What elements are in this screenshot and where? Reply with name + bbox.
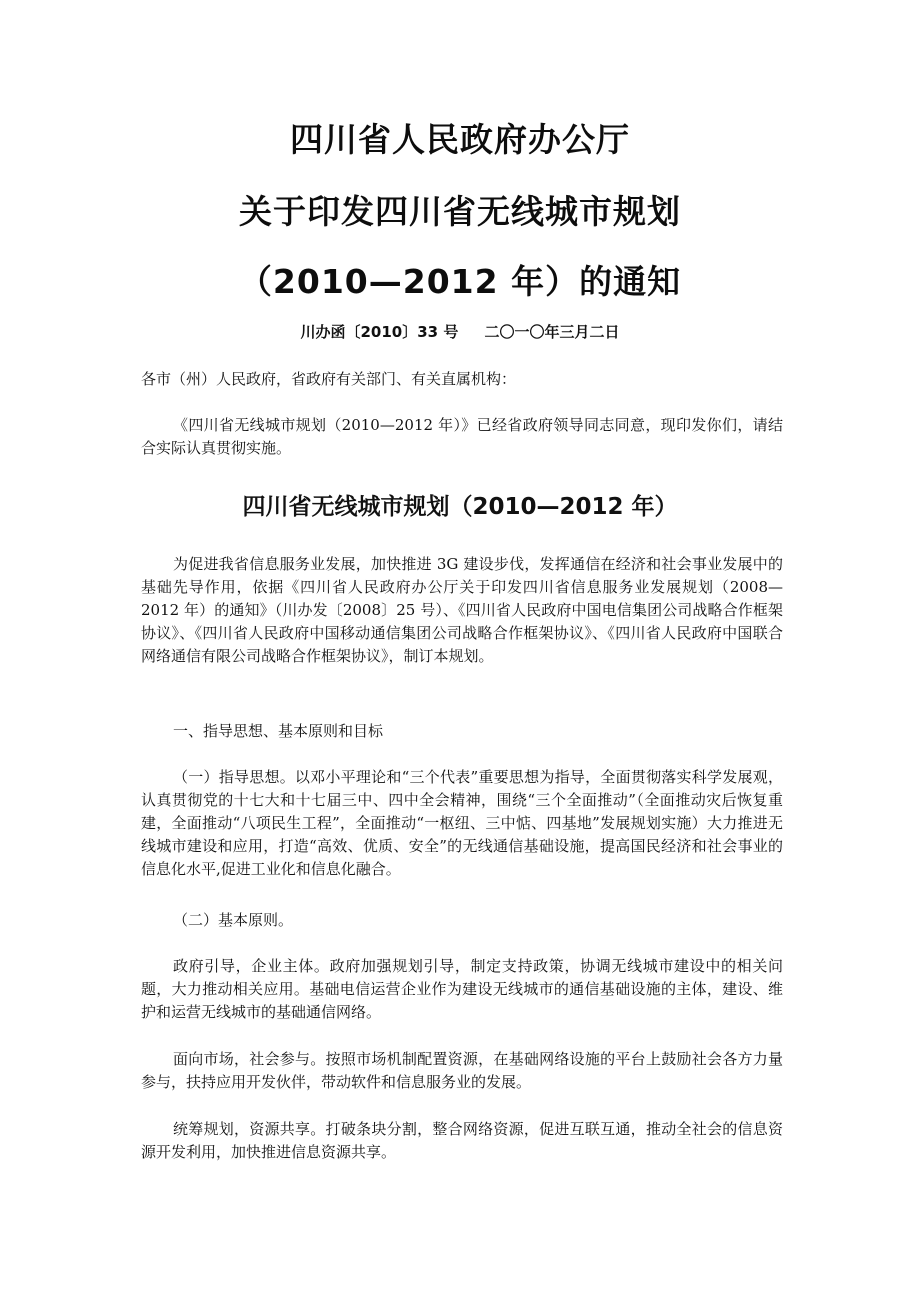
heading-guiding-principles: 一、指导思想、基本原则和目标 [173, 722, 384, 740]
paragraph-preamble: 为促进我省信息服务业发展，加快推进 3G 建设步伐，发挥通信在经济和社会事业发展中的基础先导作用，依据《四川省人民政府办公厅关于印发四川省信息服务业发展规划（2008—2012 年）的通知》（川办发〔2008〕25 号）、《四川省人民政府中国电信集团公司战略合作框架协议》、《四川省人民政府中国移动通信集团公司战略合作框架协议》、《四川省人民政府中国联合网络通信有限公司战略合作框架协议》，制订本规划。 [141, 555, 783, 665]
paragraph-resource-sharing: 统筹规划，资源共享。打破条块分割，整合网络资源，促进互联互通，推动全社会的信息资源开发利用，加快推进信息资源共享。 [141, 1120, 783, 1161]
heading-basic-principles: （二）基本原则。 [173, 911, 294, 929]
section-title: 四川省无线城市规划（2010—2012 年） [242, 494, 678, 520]
paragraph-guiding-ideology: （一）指导思想。以邓小平理论和“三个代表”重要思想为指导，全面贯彻落实科学发展观，认真贯彻党的十七大和十七届三中、四中全会精神，围绕“三个全面推动”（全面推动灾后恢复重建，全面推动“八项民生工程”，全面推动“一枢纽、三中惦、四基地”发展规划实施）大力推进无线城市建设和应用，打造“高效、优质、安全”的无线通信基础设施，提高国民经济和社会事业的信息化水平,促进工业化和信息化融合。 [141, 768, 783, 878]
document-date: 二〇一〇年三月二日 [484, 323, 620, 341]
title-line-2: 关于印发四川省无线城市规划 [239, 192, 681, 231]
title-line-3: （2010—2012 年）的通知 [238, 262, 682, 301]
document-number-line [0, 321, 920, 342]
paragraph-market-oriented: 面向市场，社会参与。按照市场机制配置资源，在基础网络设施的平台上鼓励社会各方力量参与，扶持应用开发伙伴，带动软件和信息服务业的发展。 [141, 1050, 783, 1091]
recipients: 各市（州）人民政府，省政府有关部门、有关直属机构： [141, 370, 517, 388]
intro-paragraph: 《四川省无线城市规划（2010—2012 年）》已经省政府领导同志同意，现印发你们，请结合实际认真贯彻实施。 [141, 416, 783, 457]
title-line-1: 四川省人民政府办公厅 [290, 120, 630, 159]
paragraph-government-guidance: 政府引导，企业主体。政府加强规划引导，制定支持政策，协调无线城市建设中的相关问题，大力推动相关应用。基础电信运营企业作为建设无线城市的通信基础设施的主体，建设、维护和运营无线城市的基础通信网络。 [141, 957, 783, 1021]
document-number: 川办函〔2010〕33 号 [300, 323, 459, 341]
